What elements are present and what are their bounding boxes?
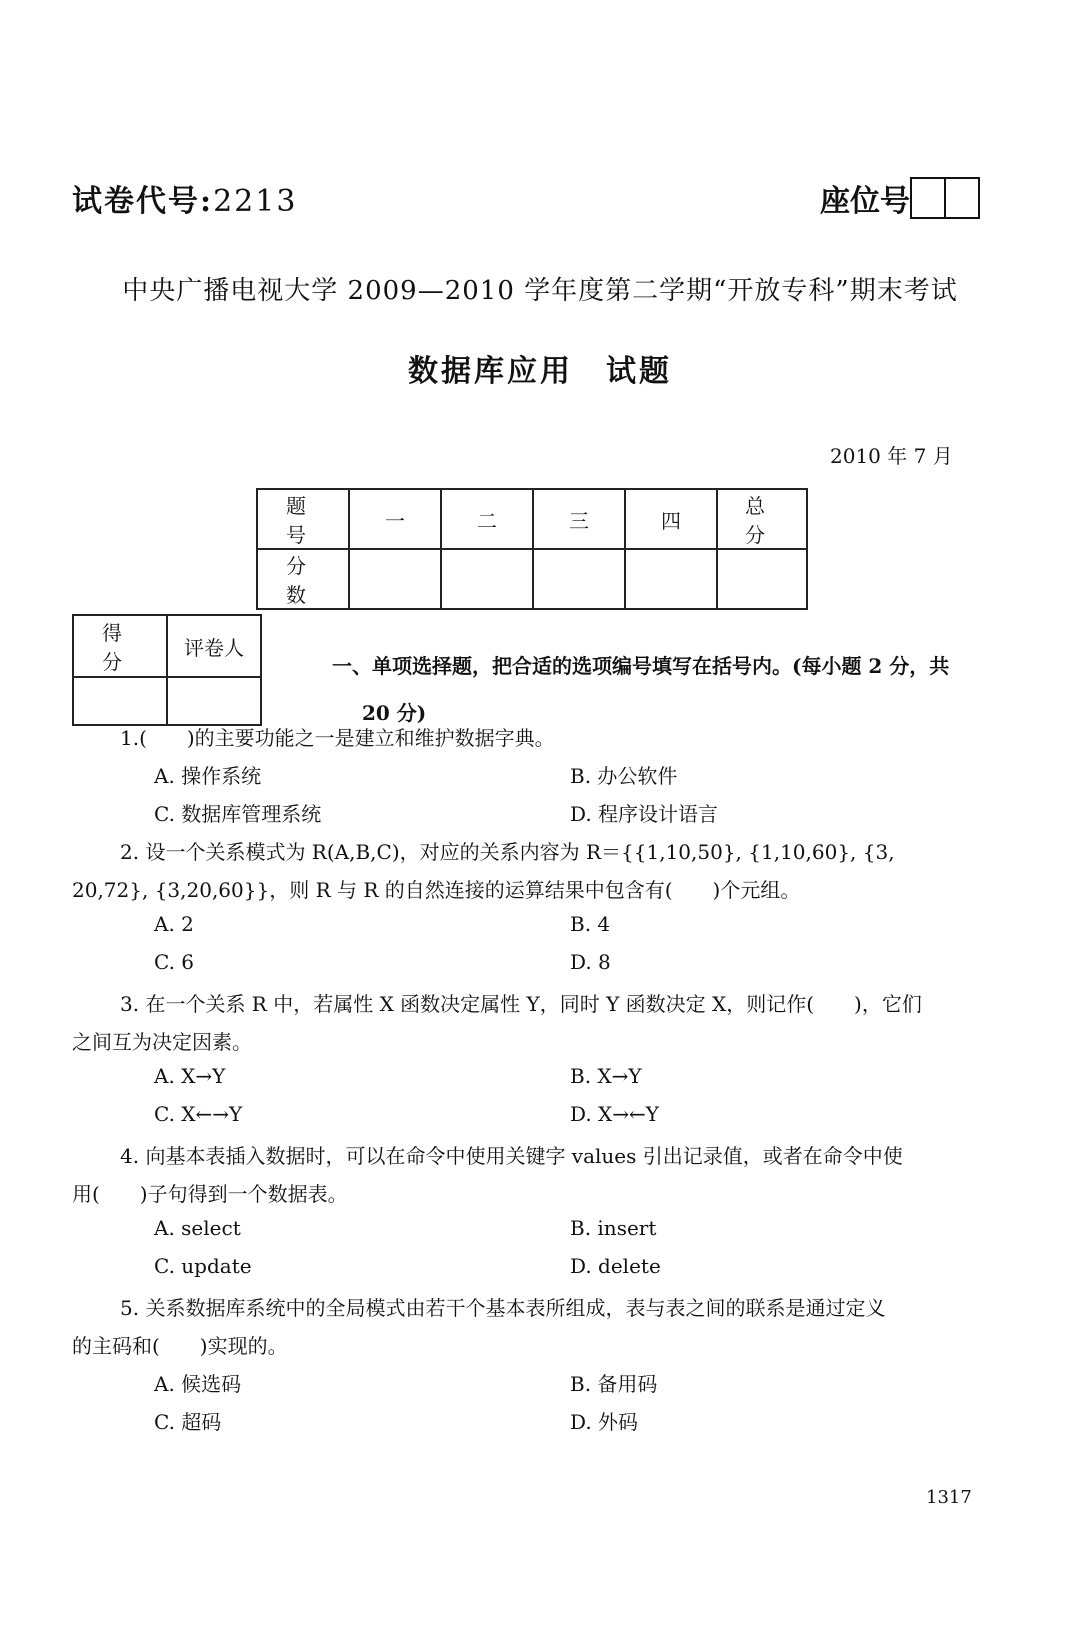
option: C. 数据库管理系统 bbox=[154, 802, 322, 826]
question-3: 3. 在一个关系 R 中，若属性 X 函数决定属性 Y，同时 Y 函数决定 X，则记作( )，它们 bbox=[120, 992, 922, 1016]
section-heading-cont: 20 分) bbox=[362, 701, 427, 725]
section-heading: 一、单项选择题，把合适的选项编号填写在括号内。(每小题 2 分，共 bbox=[332, 654, 950, 678]
question-1: 1.( )的主要功能之一是建立和维护数据字典。 bbox=[120, 726, 555, 750]
seat-number bbox=[820, 176, 980, 220]
option: B. X→Y bbox=[570, 1064, 642, 1088]
option: A. 操作系统 bbox=[154, 764, 262, 788]
exam-date: 2010 年 7 月 bbox=[830, 444, 953, 468]
page-title: 数据库应用 试题 bbox=[408, 354, 672, 389]
question-2-cont: 20,72}, {3,20,60}}，则 R 与 R 的自然连接的运算结果中包含有( )个元组。 bbox=[72, 878, 801, 902]
score-table-cell: 二 bbox=[441, 489, 533, 549]
option: D. 外码 bbox=[570, 1410, 639, 1434]
seat-boxes[interactable] bbox=[912, 177, 980, 219]
score-table-cell: 四 bbox=[625, 489, 717, 549]
question-5-cont: 的主码和( )实现的。 bbox=[72, 1334, 288, 1358]
score-table-cell: 分 数 bbox=[257, 549, 349, 609]
score-entry-cell[interactable] bbox=[349, 549, 441, 609]
option: B. 备用码 bbox=[570, 1372, 658, 1396]
option: D. 8 bbox=[570, 950, 611, 974]
option: B. insert bbox=[570, 1216, 657, 1240]
score-table-cell: 三 bbox=[533, 489, 625, 549]
page-number: 1317 bbox=[926, 1487, 972, 1508]
option: D. 程序设计语言 bbox=[570, 802, 719, 826]
option: C. 6 bbox=[154, 950, 195, 974]
exam-code bbox=[72, 176, 297, 220]
option: A. X→Y bbox=[154, 1064, 226, 1088]
exam-code-number: 2213 bbox=[213, 184, 298, 219]
exam-code-label: 试卷代号: bbox=[72, 184, 214, 219]
score-table-cell: 总 分 bbox=[717, 489, 807, 549]
grader-name-label: 评卷人 bbox=[167, 615, 261, 677]
option: C. 超码 bbox=[154, 1410, 222, 1434]
question-5: 5. 关系数据库系统中的全局模式由若干个基本表所组成，表与表之间的联系是通过定义 bbox=[120, 1296, 886, 1320]
seat-box-1[interactable] bbox=[910, 177, 946, 219]
score-table-cell: 一 bbox=[349, 489, 441, 549]
option: A. select bbox=[154, 1216, 241, 1240]
option: A. 2 bbox=[154, 912, 194, 936]
score-table-header-row bbox=[257, 489, 807, 549]
university-line: 中央广播电视大学 2009—2010 学年度第二学期“开放专科”期末考试 bbox=[122, 276, 958, 306]
question-4-cont: 用( )子句得到一个数据表。 bbox=[72, 1182, 348, 1206]
option: A. 候选码 bbox=[154, 1372, 242, 1396]
option: C. update bbox=[154, 1254, 252, 1278]
question-3-cont: 之间互为决定因素。 bbox=[72, 1030, 252, 1054]
grader-name-cell[interactable] bbox=[167, 677, 261, 725]
score-entry-cell[interactable] bbox=[625, 549, 717, 609]
question-2: 2. 设一个关系模式为 R(A,B,C)，对应的关系内容为 R＝{{1,10,50}, {1,10,60}, {3, bbox=[120, 840, 895, 864]
score-table-score-row bbox=[257, 549, 807, 609]
option: C. X←→Y bbox=[154, 1102, 243, 1126]
seat-label: 座位号 bbox=[820, 184, 910, 219]
grader-score-label: 得 分 bbox=[73, 615, 167, 677]
score-table bbox=[256, 488, 813, 610]
score-entry-cell[interactable] bbox=[441, 549, 533, 609]
question-4: 4. 向基本表插入数据时，可以在命令中使用关键字 values 引出记录值，或者在命令中使 bbox=[120, 1144, 903, 1168]
option: D. X→←Y bbox=[570, 1102, 659, 1126]
option: B. 4 bbox=[570, 912, 611, 936]
grader-score-cell[interactable] bbox=[73, 677, 167, 725]
score-entry-cell[interactable] bbox=[717, 549, 807, 609]
score-table-cell: 题 号 bbox=[257, 489, 349, 549]
option: B. 办公软件 bbox=[570, 764, 678, 788]
option: D. delete bbox=[570, 1254, 661, 1278]
seat-box-2[interactable] bbox=[944, 177, 980, 219]
grader-table bbox=[72, 614, 262, 726]
score-entry-cell[interactable] bbox=[533, 549, 625, 609]
